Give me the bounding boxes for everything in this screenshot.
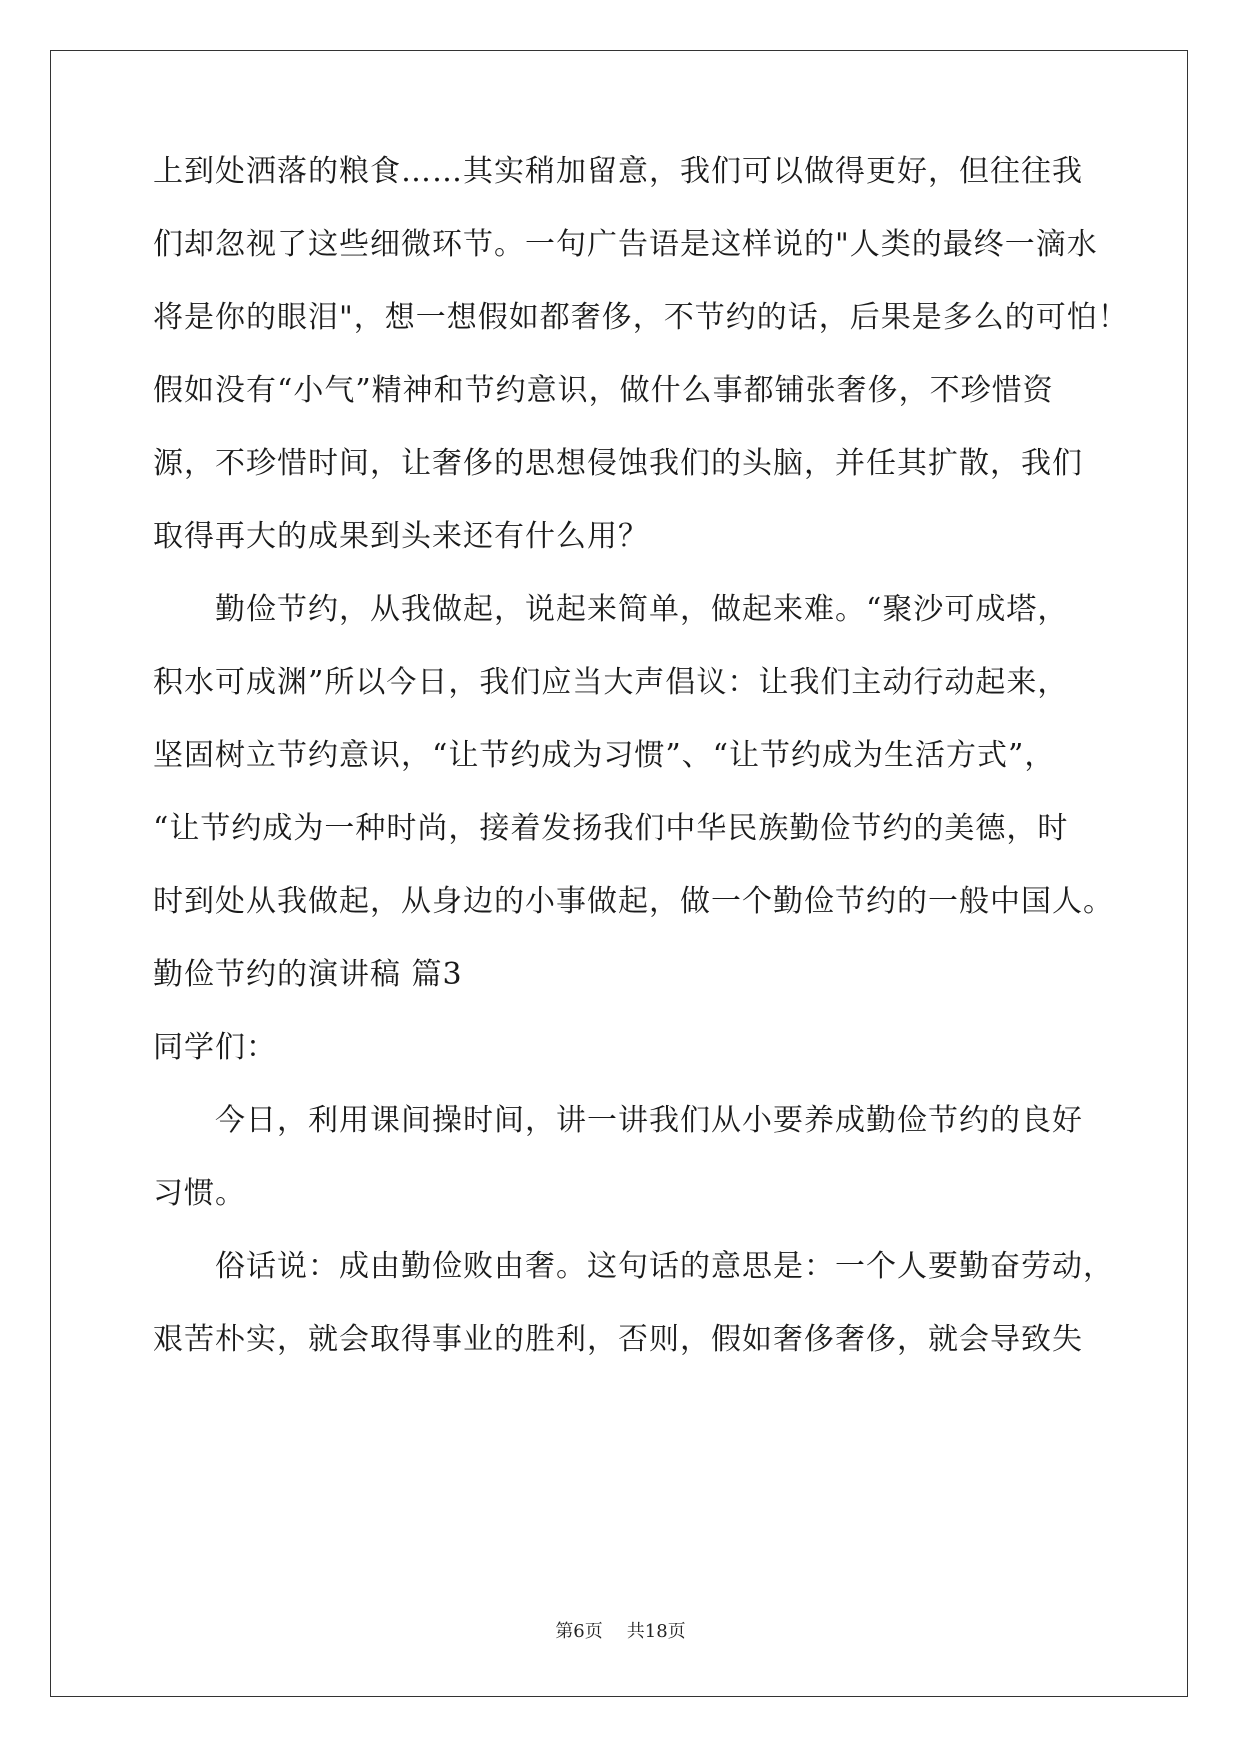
text-line: 源，不珍惜时间，让奢侈的思想侵蚀我们的头脑，并任其扩散，我们 xyxy=(153,446,1083,481)
text-line: 取得再大的成果到头来还有什么用？ xyxy=(153,519,649,554)
paragraph-start-line: 俗话说：成由勤俭败由奢。这句话的意思是：一个人要勤奋劳动， xyxy=(215,1249,1114,1284)
text-line: 时到处从我做起，从身边的小事做起，做一个勤俭节约的一般中国人。 xyxy=(153,884,1114,919)
text-line: 习惯。 xyxy=(153,1176,246,1211)
text-line: 积水可成渊”所以今日，我们应当大声倡议：让我们主动行动起来， xyxy=(153,665,1069,700)
page-footer xyxy=(0,1620,1241,1644)
text-line: “让节约成为一种时尚，接着发扬我们中华民族勤俭节约的美德，时 xyxy=(153,811,1069,846)
text-line: 假如没有“小气”精神和节约意识，做什么事都铺张奢侈，不珍惜资 xyxy=(153,373,1054,408)
section-heading: 勤俭节约的演讲稿 篇3 xyxy=(153,957,463,992)
text-line: 坚固树立节约意识，“让节约成为习惯”、“让节约成为生活方式”， xyxy=(153,738,1056,773)
text-line: 上到处洒落的粮食……其实稍加留意，我们可以做得更好，但往往我 xyxy=(153,154,1083,189)
text-line: 们却忽视了这些细微环节。一句广告语是这样说的"人类的最终一滴水 xyxy=(153,227,1098,262)
paragraph-start-line: 勤俭节约，从我做起，说起来简单，做起来难。“聚沙可成塔， xyxy=(215,592,1069,627)
salutation: 同学们： xyxy=(153,1030,277,1065)
text-line: 艰苦朴实，就会取得事业的胜利，否则，假如奢侈奢侈，就会导致失 xyxy=(153,1322,1083,1357)
page-number: 第6页 xyxy=(555,1621,603,1642)
text-line: 将是你的眼泪"，想一想假如都奢侈，不节约的话，后果是多么的可怕！ xyxy=(153,300,1129,335)
paragraph-start-line: 今日，利用课间操时间，讲一讲我们从小要养成勤俭节约的良好 xyxy=(215,1103,1083,1138)
total-pages: 共18页 xyxy=(626,1621,686,1642)
